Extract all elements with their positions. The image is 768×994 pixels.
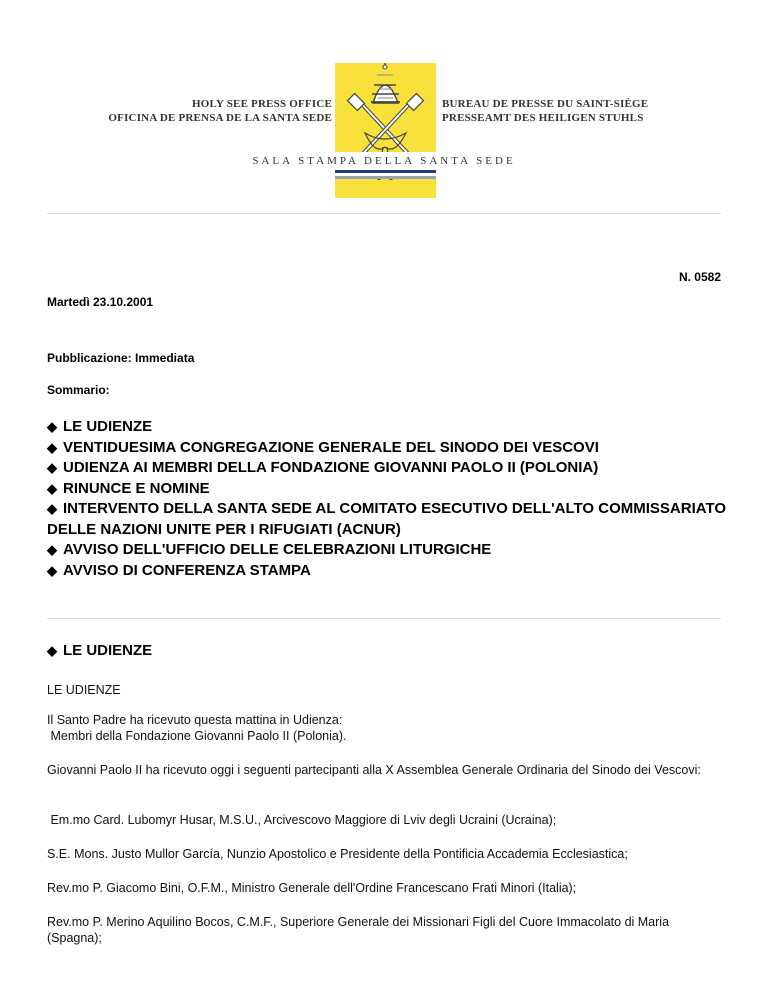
summary-link-acnur[interactable]: INTERVENTO DELLA SANTA SEDE AL COMITATO ESECUTIVO DELL'ALTO COMMISSARIATO DELLE NAZIONI UNITE PER I RIFUGIATI (ACNUR) <box>47 500 727 538</box>
participant-bocos: Rev.mo P. Merino Aquilino Bocos, C.M.F., Superiore Generale dei Missionari Figli del Cuore Immacolato di Maria (Spagna); <box>47 915 670 945</box>
summary-item[interactable] <box>47 417 727 438</box>
summary-item[interactable] <box>47 561 727 582</box>
header-right-line1: BUREAU DE PRESSE DU SAINT-SIÈGE <box>442 98 649 110</box>
header-right-text <box>442 97 648 125</box>
sala-stampa-title: SALA STAMPA DELLA SANTA SEDE <box>252 155 516 167</box>
header-stripes <box>335 170 436 179</box>
summary-item[interactable] <box>47 438 727 459</box>
section-title <box>47 642 152 659</box>
paragraph-partecipanti: Giovanni Paolo II ha ricevuto oggi i seguenti partecipanti alla X Assemblea Generale Ordinaria del Sinodo dei Vescovi: <box>47 763 701 777</box>
participant-mullor: S.E. Mons. Justo Mullor García, Nunzio Apostolico e Presidente della Pontificia Accademia Ecclesiastica; <box>47 847 628 861</box>
diamond-bullet-icon: ◆ <box>47 480 57 496</box>
diamond-bullet-icon: ◆ <box>47 439 57 455</box>
summary-item[interactable] <box>47 458 727 479</box>
diamond-bullet-icon: ◆ <box>47 501 57 516</box>
header-left-text <box>108 97 332 125</box>
diamond-bullet-icon: ◆ <box>47 542 57 557</box>
summary-link-celebrazioni[interactable]: AVVISO DELL'UFFICIO DELLE CELEBRAZIONI LITURGICHE <box>63 541 492 558</box>
diamond-bullet-icon: ◆ <box>47 643 57 658</box>
participant-husar: Em.mo Card. Lubomyr Husar, M.S.U., Arcivescovo Maggiore di Lviv degli Ucraini (Ucraina); <box>47 813 557 827</box>
header-divider <box>47 213 721 214</box>
summary-list <box>47 417 727 581</box>
section-subtitle: LE UDIENZE <box>47 683 121 697</box>
header-right-line2: PRESSEAMT DES HEILIGEN STUHLS <box>442 112 644 124</box>
summary-link-congregazione[interactable]: VENTIDUESIMA CONGREGAZIONE GENERALE DEL SINODO DEI VESCOVI <box>63 438 599 456</box>
summary-label: Sommario: <box>47 383 110 397</box>
summary-item[interactable] <box>47 540 727 561</box>
diamond-bullet-icon: ◆ <box>47 562 57 578</box>
paragraph-udienza <box>47 712 727 744</box>
stripe-grey <box>335 176 436 179</box>
diamond-bullet-icon: ◆ <box>47 419 57 434</box>
summary-link-udienze[interactable]: LE UDIENZE <box>63 418 153 435</box>
header-left-line1: HOLY SEE PRESS OFFICE <box>191 98 332 110</box>
participant-bini: Rev.mo P. Giacomo Bini, O.F.M., Ministro Generale dell'Ordine Francescano Frati Minori (Italia); <box>47 881 577 895</box>
paragraph-line: Membri della Fondazione Giovanni Paolo II (Polonia). <box>47 729 347 743</box>
summary-item[interactable] <box>47 499 727 540</box>
summary-link-rinunce[interactable]: RINUNCE E NOMINE <box>63 479 210 497</box>
publication-status: Pubblicazione: Immediata <box>47 351 195 365</box>
summary-link-conferenza[interactable]: AVVISO DI CONFERENZA STAMPA <box>63 561 311 579</box>
summary-link-fondazione[interactable]: UDIENZA AI MEMBRI DELLA FONDAZIONE GIOVANNI PAOLO II (POLONIA) <box>63 459 599 476</box>
press-office-header <box>0 0 768 215</box>
bulletin-number: N. 0582 <box>678 270 721 284</box>
diamond-bullet-icon: ◆ <box>47 460 57 475</box>
section-title-text: LE UDIENZE <box>63 642 153 659</box>
header-left-line2: OFICINA DE PRENSA DE LA SANTA SEDE <box>108 112 332 124</box>
section-divider <box>47 618 721 619</box>
summary-item[interactable] <box>47 479 727 500</box>
bulletin-date: Martedì 23.10.2001 <box>47 295 154 309</box>
paragraph-line: Il Santo Padre ha ricevuto questa mattina in Udienza: <box>47 713 343 727</box>
